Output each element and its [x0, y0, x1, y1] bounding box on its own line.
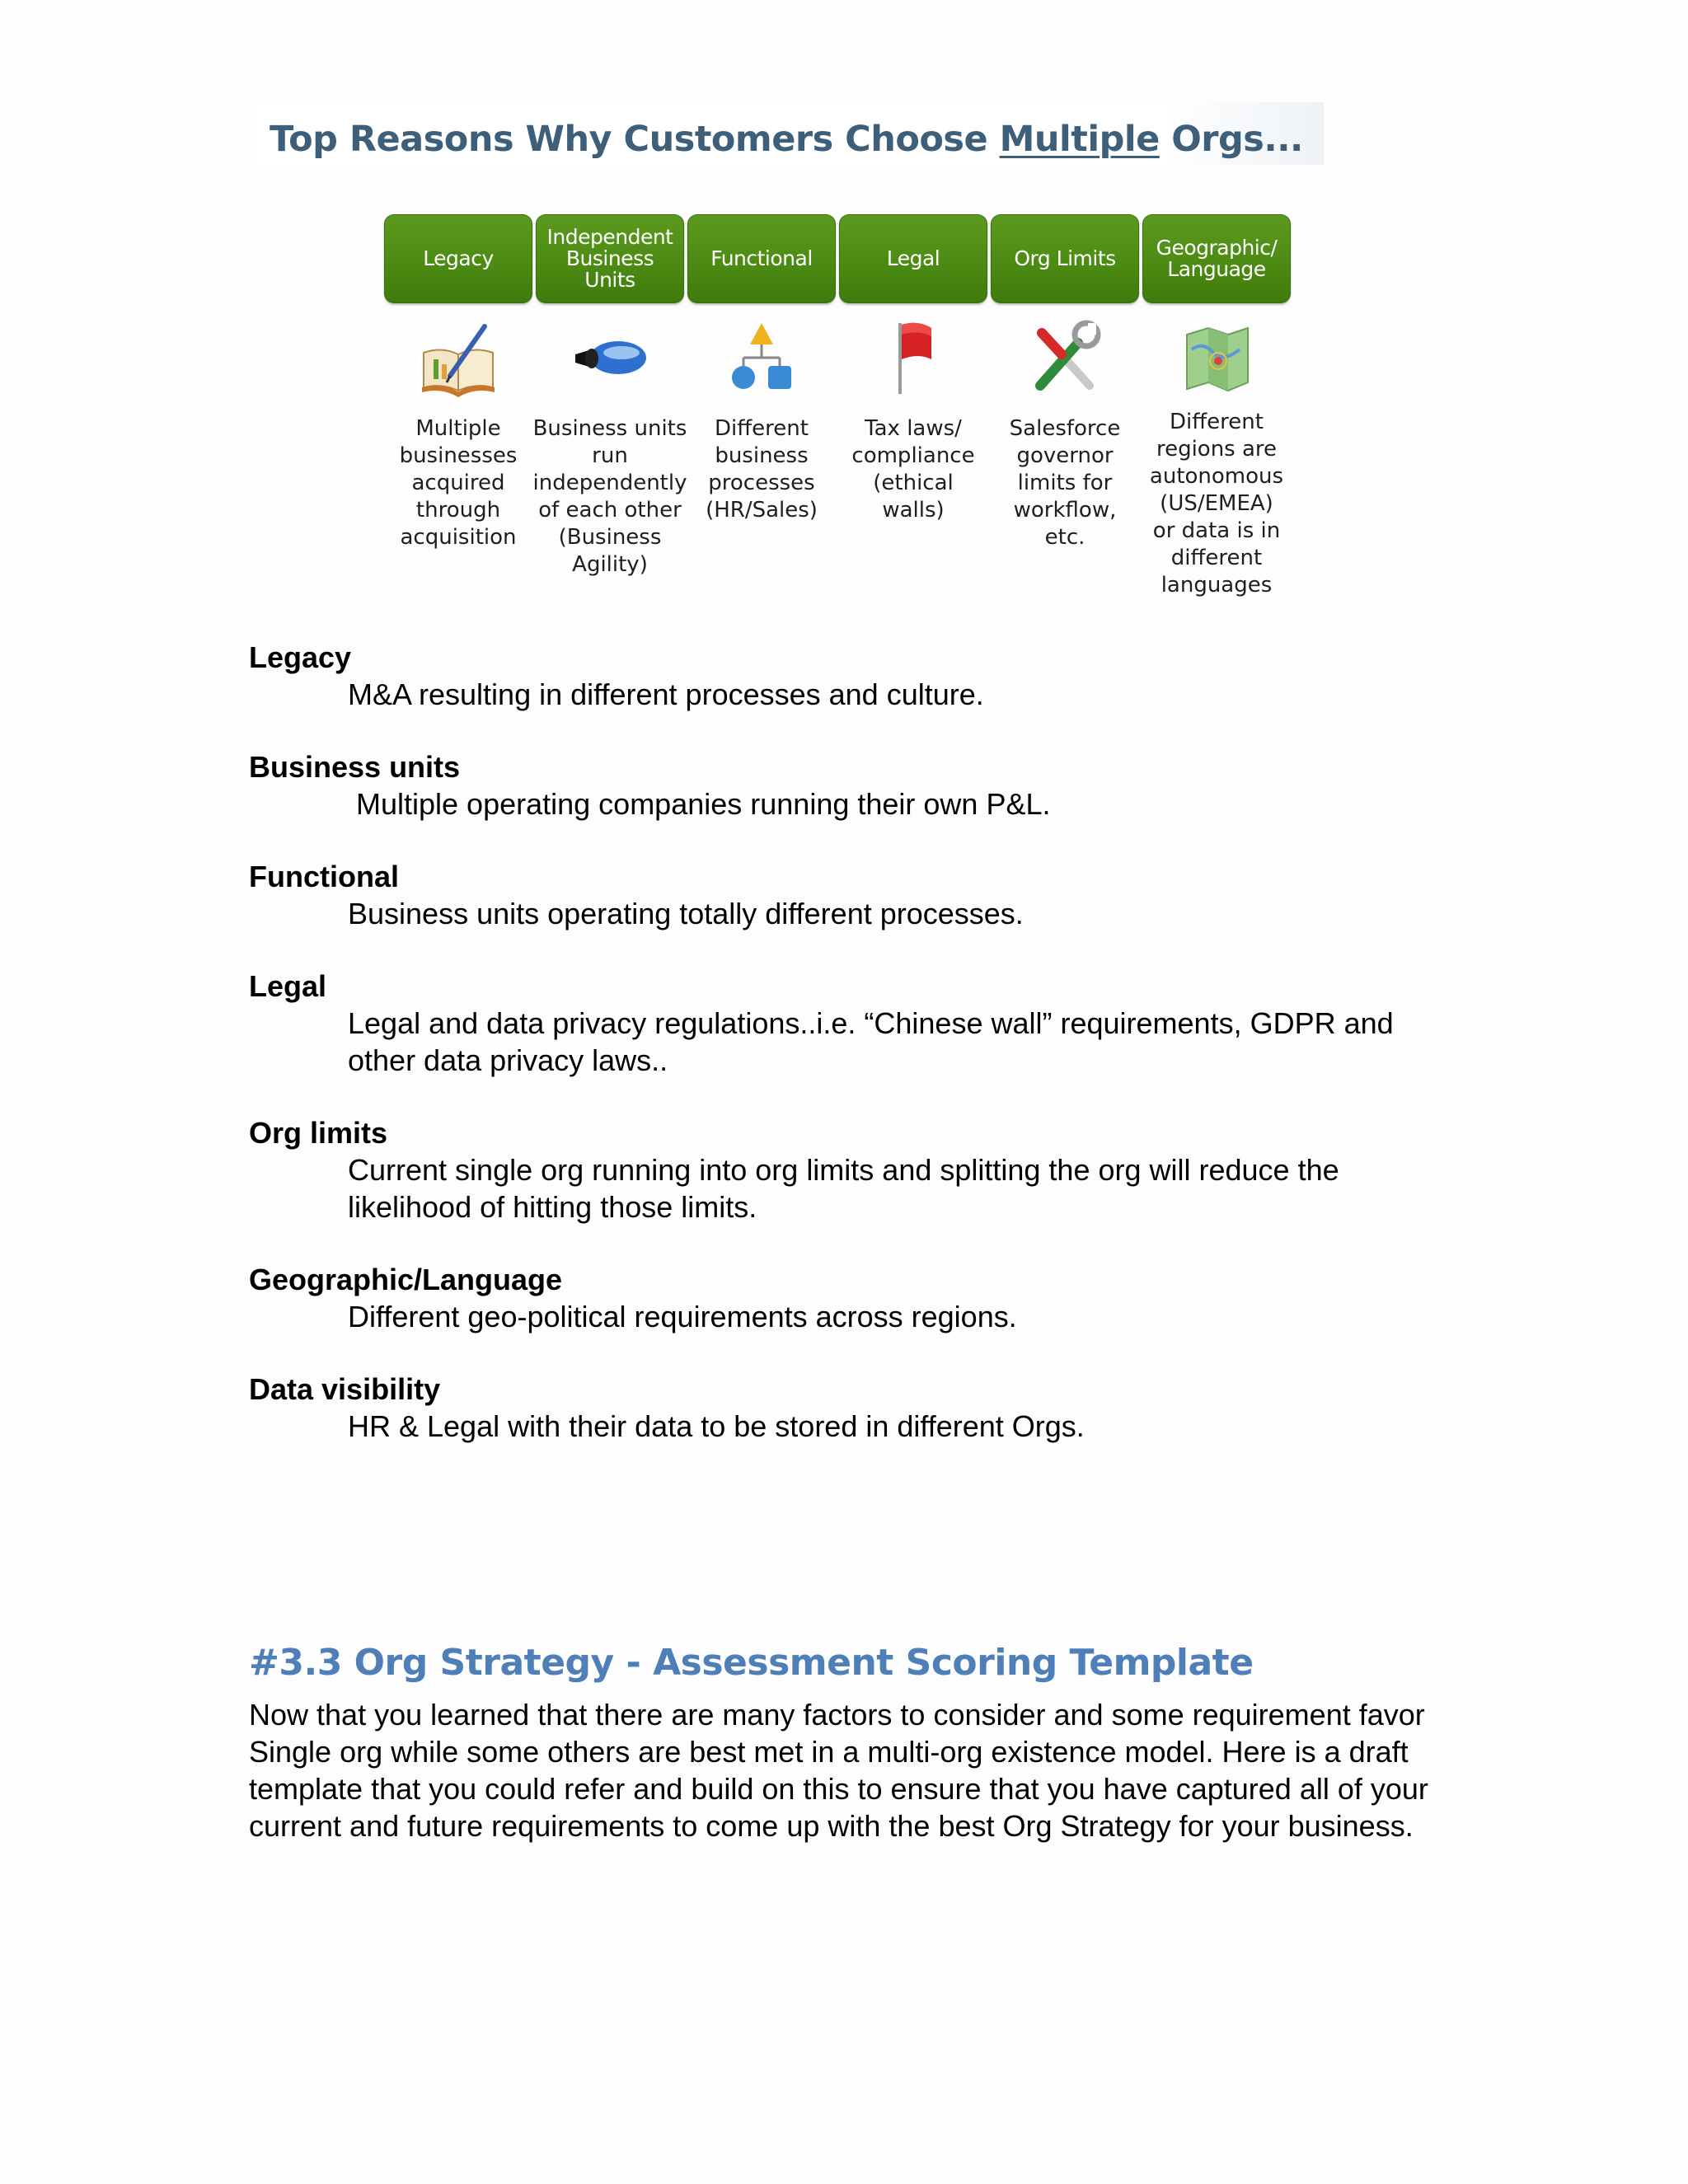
- chip-business-units: Independent Business Units: [536, 214, 684, 303]
- reason-title: Business units: [249, 750, 461, 784]
- reason-text: Legal and data privacy regulations..i.e. “Chinese wall” requirements, GDPR and other data privacy laws..: [348, 1006, 1394, 1077]
- reason-title: Org limits: [249, 1116, 388, 1150]
- tools-icon: [1024, 316, 1106, 399]
- reason-item-business-units: [249, 749, 1452, 823]
- reason-title: Legal: [249, 969, 327, 1003]
- reason-title: Data visibility: [249, 1372, 441, 1406]
- reason-item-legacy: [249, 640, 1452, 713]
- chip-functional: Functional: [687, 214, 836, 303]
- reason-text: Different geo-political requirements across regions.: [348, 1300, 1017, 1333]
- reasons-figure: [257, 102, 1329, 630]
- reason-title: Geographic/Language: [249, 1263, 563, 1296]
- desc-business-units: Business units run independently of each other (Business Agility): [532, 416, 687, 577]
- chip-legal: Legal: [839, 214, 987, 303]
- reason-item-geographic-language: [249, 1262, 1452, 1335]
- desc-legacy: Multiple businesses acquired through acquisition: [399, 416, 518, 550]
- map-icon: [1175, 316, 1258, 399]
- desc-legal: Tax laws/ compliance (ethical walls): [851, 416, 975, 523]
- reason-title: Functional: [249, 860, 399, 893]
- section-heading: #3.3 Org Strategy - Assessment Scoring Template: [249, 1642, 1254, 1684]
- reason-text: Multiple operating companies running their own P&L.: [356, 787, 1051, 821]
- section-body: Now that you learned that there are many factors to consider and some requirement favor Single org while some others are best met in a multi-org existence model. Here is a draft template that you could refer and build on this to ensure that you have captured all of your current and future requirements to come up with the best Org Strategy for your business.: [249, 1698, 1428, 1843]
- book-pen-icon: [417, 316, 499, 399]
- hierarchy-icon: [720, 316, 803, 399]
- reason-item-data-visibility: [249, 1371, 1452, 1445]
- reason-text: M&A resulting in different processes and culture.: [348, 677, 984, 711]
- chip-org-limits: Org Limits: [991, 214, 1139, 303]
- figure-title: Top Reasons Why Customers Choose Multiple Orgs...: [270, 119, 1303, 160]
- highlighter-icon: [569, 316, 651, 399]
- chip-geographic: Geographic/ Language: [1142, 214, 1291, 303]
- reason-text: Current single org running into org limits and splitting the org will reduce the likelihood of hitting those limits.: [348, 1153, 1339, 1224]
- reason-text: Business units operating totally different processes.: [348, 897, 1024, 930]
- reason-item-functional: [249, 859, 1452, 932]
- reason-title: Legacy: [249, 640, 352, 674]
- chip-legacy: Legacy: [384, 214, 532, 303]
- reasons-list: [249, 640, 1452, 1481]
- desc-functional: Different business processes (HR/Sales): [706, 416, 818, 523]
- desc-org-limits: Salesforce governor limits for workflow, etc.: [1009, 416, 1121, 550]
- reason-item-org-limits: [249, 1115, 1452, 1226]
- reason-item-legal: [249, 968, 1452, 1079]
- reason-text: HR & Legal with their data to be stored in different Orgs.: [348, 1409, 1085, 1443]
- red-flag-icon: [872, 316, 954, 399]
- desc-geographic: Different regions are autonomous (US/EMEA) or data is in different languages: [1149, 410, 1284, 598]
